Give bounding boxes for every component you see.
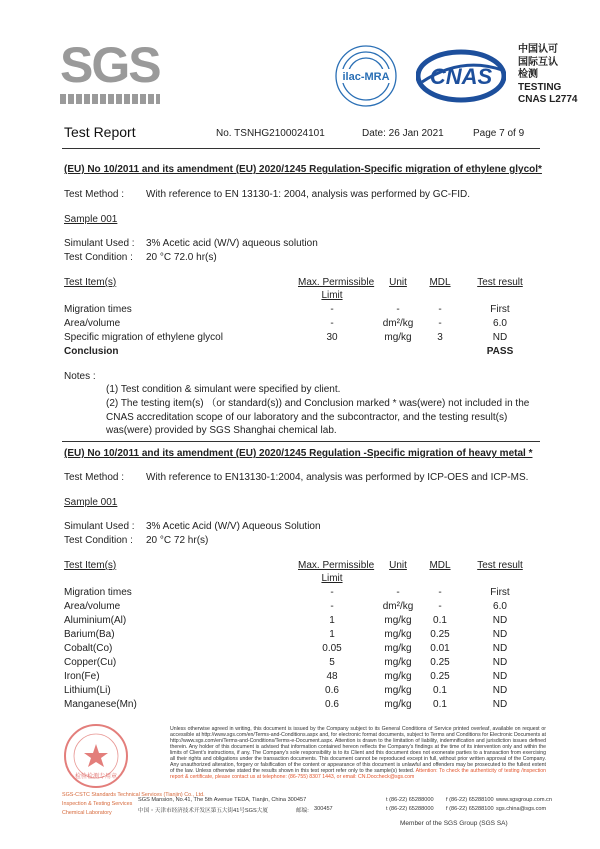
cell-result: First (490, 587, 510, 598)
test-condition-value: 20 °C 72 hr(s) (146, 535, 209, 546)
cell-max: 0.6 (325, 699, 339, 710)
fax-cn: f (86-22) 65288100 (446, 806, 494, 812)
cell-unit: mg/kg (384, 699, 412, 710)
cell-mdl: - (438, 318, 442, 329)
column-header-max-limit-line2: Limit (321, 573, 343, 584)
address-en: SGS Mansion, No.41, The 5th Avenue TEDA, Tianjin, China 300457 (138, 797, 307, 803)
cell-max: - (330, 601, 334, 612)
column-header-mdl: MDL (429, 277, 451, 288)
authenticity-warning: Attention: To check the authenticity of testing /inspection report & certificate, please contact us at telephone: (86-755) 8307 1443, or email: CN.Doccheck@sgs.com (170, 768, 547, 780)
cell-mdl: - (438, 304, 442, 315)
cnas-logo (416, 48, 506, 103)
header-divider (62, 148, 540, 149)
cell-item: Specific migration of ethylene glycol (64, 332, 223, 343)
terms-fine-print (170, 726, 546, 780)
cell-item: Barium(Ba) (64, 629, 115, 640)
accreditation-line: 国际互认 (518, 56, 558, 68)
cell-item: Area/volume (64, 601, 121, 612)
page-title: Test Report (64, 124, 136, 140)
cell-max: 5 (329, 657, 335, 668)
simulant-value: 3% Acetic Acid (W/V) Aqueous Solution (146, 521, 321, 532)
accreditation-line: TESTING (518, 81, 562, 93)
cell-unit: mg/kg (384, 615, 412, 626)
footer-address-en (138, 797, 552, 803)
ilac-logo-text: ilac-MRA (342, 71, 390, 83)
cell-unit: mg/kg (384, 643, 412, 654)
note-1: (1) Test condition & simulant were specified by client. (106, 384, 341, 395)
cell-mdl: 0.1 (433, 685, 447, 696)
official-stamp (62, 722, 130, 790)
email-link[interactable]: sgs.china@sgs.com (496, 806, 547, 812)
cell-max: - (330, 318, 334, 329)
column-header-unit: Unit (389, 277, 407, 288)
accreditation-line: CNAS L2774 (518, 94, 578, 105)
fax-en: f (86-22) 65288100 (446, 797, 494, 803)
accreditation-line: 中国认可 (518, 44, 558, 55)
cell-unit: - (396, 587, 400, 598)
cell-unit: mg/kg (384, 657, 412, 668)
test-condition-label: Test Condition : (64, 535, 133, 546)
stamp-text: 检验检测专用章 (74, 773, 118, 780)
cell-result: ND (492, 615, 508, 626)
accreditation-line: 检测 (518, 69, 538, 80)
report-date: Date: 26 Jan 2021 (362, 128, 444, 139)
conclusion-value: PASS (486, 346, 514, 357)
cell-mdl: 0.01 (430, 643, 450, 654)
cell-mdl: - (438, 601, 442, 612)
cell-result: ND (492, 657, 508, 668)
conclusion-label: Conclusion (64, 346, 119, 357)
cnas-logo-text: CNAS (429, 64, 493, 89)
cell-item: Manganese(Mn) (64, 699, 137, 710)
column-header-result: Test result (477, 560, 523, 571)
cell-max: 1 (329, 615, 335, 626)
cell-item: Cobalt(Co) (64, 643, 113, 654)
postcode-label: 邮编: (296, 808, 309, 814)
cell-item: Migration times (64, 587, 132, 598)
cell-max: 0.6 (325, 685, 339, 696)
simulant-label: Simulant Used : (64, 521, 135, 532)
test-condition-value: 20 °C 72.0 hr(s) (146, 252, 217, 263)
member-statement: Member of the SGS Group (SGS SA) (400, 820, 508, 827)
column-header-unit: Unit (389, 560, 407, 571)
cell-max: - (330, 587, 334, 598)
cell-result: 6.0 (493, 601, 507, 612)
section-title: (EU) No 10/2011 and its amendment (EU) 2020/1245 Regulation -Specific migration of heavy metal * (64, 448, 533, 459)
terms-text: Unless otherwise agreed in writing, this document is issued by the Company subject to its General Conditions of Service printed overleaf, available on request or accessible at http://www.sgs.com/en/Terms-and-Conditions.aspx and, for electronic format documents, subject to Terms and Conditions for Electronic Documents at http://www.sgs.com/en/Terms-and-Conditions/Terms-e-Document.aspx. Attention is drawn to the limitation of liability, indemnification and jurisdiction issues defined therein. Any holder of this document is advised that information contained hereon reflects the Company's findings at the time of its intervention only and within the limits of Client's instructions, if any. The Company's sole responsibility is to its Client and this document does not exonerate parties to a transaction from exercising all their rights and obligations under the transaction documents. This document cannot be reproduced except in full, without prior written approval of the Company. Any unauthorized alteration, forgery or falsification of the content or appearance of this document is unlawful and offenders may be prosecuted to the fullest extent of the law. Unless otherwise stated the results shown in this test report refer only to the sample(s) tested. (170, 726, 546, 774)
website-link[interactable]: www.sgsgroup.com.cn (496, 797, 552, 803)
lab-division: Inspection & Testing Services (62, 801, 133, 807)
sgs-logo (60, 37, 168, 100)
cell-mdl: 3 (437, 332, 443, 343)
cell-item: Aluminium(Al) (64, 615, 127, 626)
cell-result: 6.0 (493, 318, 507, 329)
phone-en: t (86-22) 65288000 (386, 797, 434, 803)
column-header-result: Test result (477, 277, 523, 288)
sgs-logo-bars (60, 94, 160, 104)
sgs-logo-text: SGS (60, 37, 160, 93)
simulant-label: Simulant Used : (64, 238, 135, 249)
postcode: 300457 (314, 806, 333, 812)
column-header-mdl: MDL (429, 560, 451, 571)
cell-mdl: 0.25 (430, 657, 450, 668)
cell-mdl: 0.1 (433, 699, 447, 710)
cell-item: Copper(Cu) (64, 657, 117, 668)
cell-result: First (490, 304, 510, 315)
cell-max: 48 (326, 671, 338, 682)
test-method-value: With reference to EN 13130-1: 2004, analysis was performed by GC-FID. (146, 189, 471, 200)
cell-item: Iron(Fe) (64, 671, 100, 682)
cell-mdl: 0.25 (430, 671, 450, 682)
simulant-value: 3% Acetic acid (W/V) aqueous solution (146, 238, 318, 249)
cell-unit: mg/kg (384, 332, 412, 343)
accreditation-text (518, 44, 577, 107)
test-method-label: Test Method : (64, 189, 125, 200)
cell-max: 1 (329, 629, 335, 640)
column-header-item: Test Item(s) (64, 277, 117, 288)
column-header-item: Test Item(s) (64, 560, 117, 571)
phone-cn: t (86-22) 65288000 (386, 806, 434, 812)
ilac-mra-logo (330, 40, 402, 112)
cell-result: ND (492, 671, 508, 682)
lab-department: Chemical Laboratory (62, 810, 112, 816)
cell-max: 0.05 (322, 643, 342, 654)
test-method-label: Test Method : (64, 472, 125, 483)
section-divider (62, 441, 540, 442)
cell-item: Migration times (64, 304, 132, 315)
cell-result: ND (492, 643, 508, 654)
cell-max: - (330, 304, 334, 315)
report-number: No. TSNHG2100024101 (216, 128, 325, 139)
lab-name: SGS-CSTC Standards Technical Services (Tianjin) Co., Ltd. (62, 792, 205, 798)
column-header-max-limit: Max. Permissible (298, 560, 375, 571)
cell-result: ND (492, 685, 508, 696)
cell-unit: - (396, 304, 400, 315)
cell-result: ND (492, 332, 508, 343)
cell-item: Area/volume (64, 318, 121, 329)
cell-unit: mg/kg (384, 671, 412, 682)
sample-label: Sample 001 (64, 497, 118, 508)
footer-address-cn (138, 806, 547, 814)
cell-unit: dm²/kg (382, 318, 414, 329)
cell-unit: mg/kg (384, 685, 412, 696)
cell-item: Lithium(Li) (64, 685, 111, 696)
cell-unit: dm²/kg (382, 601, 414, 612)
cell-mdl: 0.1 (433, 615, 447, 626)
cell-max: 30 (326, 332, 338, 343)
section-title: (EU) No 10/2011 and its amendment (EU) 2020/1245 Regulation-Specific migration of ethylene glycol* (64, 164, 542, 175)
page-number: Page 7 of 9 (473, 128, 525, 139)
column-header-max-limit: Max. Permissible (298, 277, 375, 288)
cell-mdl: - (438, 587, 442, 598)
cell-unit: mg/kg (384, 629, 412, 640)
notes-label: Notes : (64, 371, 96, 382)
cell-result: ND (492, 699, 508, 710)
note-2: (2) The testing item(s) （or standard(s)) and Conclusion marked * was(were) not included in the CNAS accreditation scope of our laboratory and the subcontractor, and the testing result(s) was(were) provided by SGS Shanghai chemical lab. (106, 398, 530, 436)
test-method-value: With reference to EN13130-1:2004, analysis was performed by ICP-OES and ICP-MS. (146, 472, 529, 483)
test-condition-label: Test Condition : (64, 252, 133, 263)
cell-mdl: 0.25 (430, 629, 450, 640)
address-cn: 中国・天津市经济技术开发区第五大街41号SGS大厦 (138, 808, 268, 814)
cell-result: ND (492, 629, 508, 640)
column-header-max-limit-line2: Limit (321, 290, 343, 301)
sample-label: Sample 001 (64, 214, 118, 225)
